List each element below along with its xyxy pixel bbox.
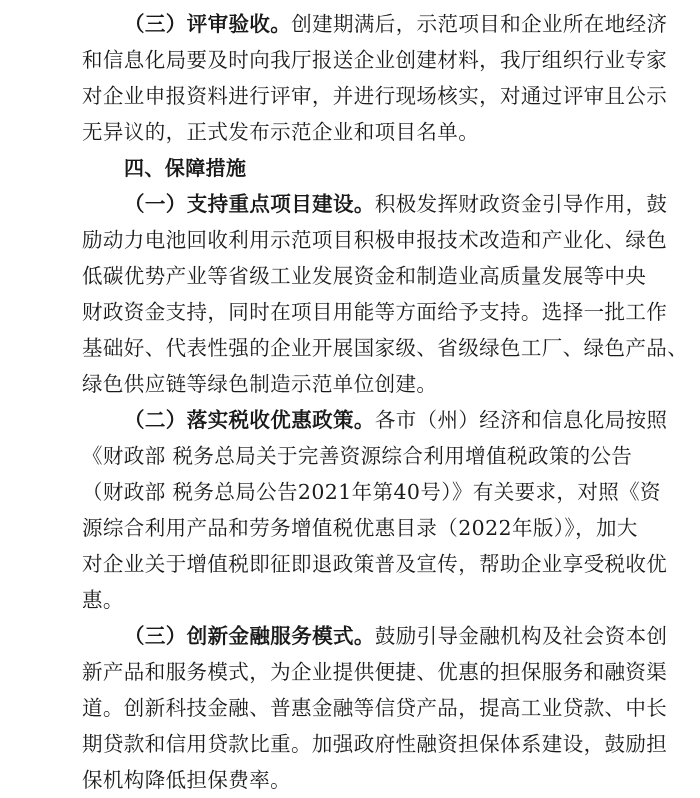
paragraph-finance-line-2: 新产品和服务模式，为企业提供便捷、优惠的担保服务和融资渠 — [82, 660, 668, 684]
paragraph-review-text: 创建期满后，示范项目和企业所在地经济 — [291, 12, 668, 36]
paragraph-tax-line-5: 对企业关于增值税即征即退政策普及宣传，帮助企业享受税收优 — [82, 552, 668, 576]
paragraph-finance-line-1 — [124, 618, 668, 654]
paragraph-finance-lead: （三）创新金融服务模式。 — [124, 624, 375, 648]
paragraph-tax-line-4: 源综合利用产品和劳务增值税优惠目录（2022年版）》，加大 — [82, 516, 638, 540]
paragraph-support-line-2: 励动力电池回收利用示范项目积极申报技术改造和产业化、绿色 — [82, 228, 668, 252]
paragraph-support-lead: （一）支持重点项目建设。 — [124, 192, 375, 216]
paragraph-tax-line-2: 《财政部 税务总局关于完善资源综合利用增值税政策的公告 — [82, 444, 633, 468]
paragraph-support-line-5: 基础好、代表性强的企业开展国家级、省级绿色工厂、绿色产品、 — [82, 336, 689, 360]
paragraph-finance-text: 鼓励引导金融机构及社会资本创 — [374, 624, 668, 648]
paragraph-tax-lead: （二）落实税收优惠政策。 — [124, 408, 375, 432]
paragraph-support-line-4: 财政资金支持，同时在项目用能等方面给予支持。选择一批工作 — [82, 300, 668, 324]
paragraph-review-line-1 — [124, 6, 668, 42]
paragraph-review-lead: （三）评审验收。 — [124, 12, 292, 36]
paragraph-finance-line-4: 期贷款和信用贷款比重。加强政府性融资担保体系建设，鼓励担 — [82, 732, 668, 756]
paragraph-tax-text: 各市（州）经济和信息化局按照 — [374, 408, 668, 432]
paragraph-support-line-3: 低碳优势产业等省级工业发展资金和制造业高质量发展等中央 — [82, 264, 647, 288]
paragraph-review-line-2: 和信息化局要及时向我厅报送企业创建材料，我厅组织行业专家 — [82, 48, 668, 72]
paragraph-support-text: 积极发挥财政资金引导作用，鼓 — [374, 192, 668, 216]
paragraph-tax-line-6: 惠。 — [82, 588, 124, 612]
paragraph-finance-line-3: 道。创新科技金融、普惠金融等信贷产品，提高工业贷款、中长 — [82, 696, 668, 720]
section-heading-safeguards: 四、保障措施 — [124, 156, 247, 180]
paragraph-support-line-1 — [124, 186, 668, 222]
paragraph-review-line-3: 对企业申报资料进行评审，并进行现场核实，对通过评审且公示 — [82, 84, 668, 108]
paragraph-tax-line-1 — [124, 402, 668, 438]
paragraph-support-line-6: 绿色供应链等绿色制造示范单位创建。 — [82, 372, 438, 396]
paragraph-review-line-4: 无异议的，正式发布示范企业和项目名单。 — [82, 120, 480, 144]
paragraph-tax-line-3: （财政部 税务总局公告2021年第40号）》有关要求，对照《资 — [82, 480, 661, 504]
paragraph-finance-line-5: 保机构降低担保费率。 — [82, 768, 291, 792]
